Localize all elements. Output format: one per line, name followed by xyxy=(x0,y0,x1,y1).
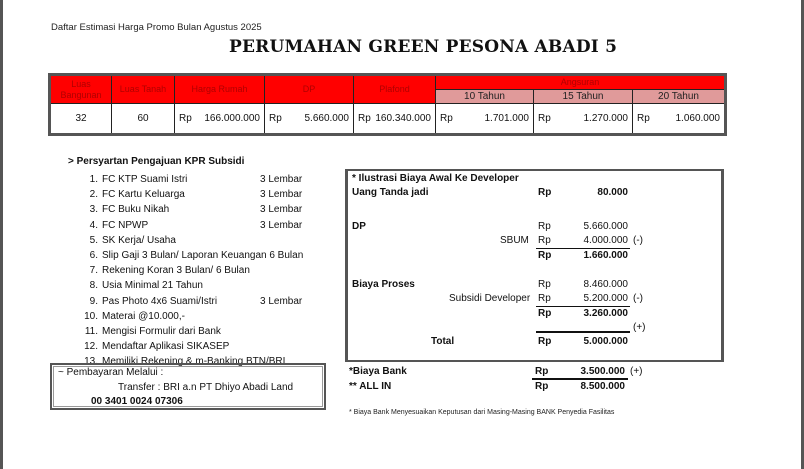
cell-dp xyxy=(265,104,354,135)
table-row xyxy=(50,104,726,135)
cell-angsuran-10 xyxy=(436,104,534,135)
currency-label: Rp xyxy=(538,187,552,198)
col-plafond: Plafond xyxy=(354,75,436,104)
item-number: 12. xyxy=(84,341,98,353)
payment-title: ~ Pembayaran Melalui : xyxy=(58,367,164,378)
amount: 8.500.000 xyxy=(580,381,625,392)
amount: 3.260.000 xyxy=(583,308,628,319)
label: Subsidi Developer xyxy=(449,293,531,304)
item-text: Slip Gaji 3 Bulan/ Laporan Keuangan 6 Bulan xyxy=(102,250,304,262)
label: DP xyxy=(352,221,366,232)
item-quantity: 3 Lembar xyxy=(260,189,303,201)
payment-account-number: 00 3401 0024 07306 xyxy=(91,396,183,407)
item-number: 10. xyxy=(84,310,98,322)
list-item xyxy=(82,218,342,233)
currency-label: Rp xyxy=(637,113,650,124)
currency-label: Rp xyxy=(538,235,551,246)
label: Biaya Proses xyxy=(352,279,415,290)
row-dp xyxy=(348,220,721,234)
item-number: 5. xyxy=(89,234,98,246)
list-item xyxy=(82,263,342,278)
row-total xyxy=(348,335,721,349)
col-tenor-20: 20 Tahun xyxy=(633,90,726,104)
col-harga-rumah: Harga Rumah xyxy=(175,75,265,104)
amount: 8.460.000 xyxy=(583,279,628,290)
label: SBUM xyxy=(500,235,529,246)
currency-label: Rp xyxy=(538,293,551,304)
item-number: 8. xyxy=(89,280,98,292)
currency-label: Rp xyxy=(538,336,552,347)
list-item xyxy=(82,324,342,339)
currency-label: Rp xyxy=(440,113,453,124)
item-text: FC Buku Nikah xyxy=(102,204,170,216)
total-rule xyxy=(536,331,630,333)
col-tenor-15: 15 Tahun xyxy=(534,90,633,104)
item-quantity: 3 Lembar xyxy=(260,204,303,216)
amount: 5.660.000 xyxy=(304,113,349,124)
item-number: 4. xyxy=(89,219,98,231)
list-item xyxy=(82,172,342,187)
item-text: FC Kartu Keluarga xyxy=(102,189,185,201)
amount: 1.270.000 xyxy=(583,113,628,124)
list-item xyxy=(82,294,342,309)
plus-sign: (+) xyxy=(630,366,643,377)
item-text: Mendaftar Aplikasi SIKASEP xyxy=(102,341,230,353)
cost-title: * Ilustrasi Biaya Awal Ke Developer xyxy=(352,173,519,184)
currency-label: Rp xyxy=(358,113,371,124)
payment-box xyxy=(50,363,326,410)
cost-illustration-box xyxy=(345,169,724,362)
currency-label: Rp xyxy=(538,113,551,124)
row-plus xyxy=(348,321,721,335)
row-all-in xyxy=(349,380,729,394)
row-sbum xyxy=(348,234,721,248)
amount: 160.340.000 xyxy=(375,113,431,124)
col-angsuran: Angsuran xyxy=(436,75,726,90)
list-item xyxy=(82,309,342,324)
currency-label: Rp xyxy=(538,250,552,261)
footnote: * Biaya Bank Menyesuaikan Keputusan dari Masing-Masing BANK Penyedia Fasilitas xyxy=(349,409,615,416)
currency-label: Rp xyxy=(269,113,282,124)
currency-label: Rp xyxy=(538,308,552,319)
item-number: 1. xyxy=(89,174,98,186)
item-number: 13. xyxy=(84,356,98,368)
item-text: SK Kerja/ Usaha xyxy=(102,234,176,246)
item-number: 9. xyxy=(89,295,98,307)
row-biaya-proses xyxy=(348,278,721,292)
col-tenor-10: 10 Tahun xyxy=(436,90,534,104)
requirements-list xyxy=(82,172,342,369)
list-item xyxy=(82,187,342,202)
col-dp: DP xyxy=(265,75,354,104)
item-text: Usia Minimal 21 Tahun xyxy=(102,280,203,292)
item-text: Materai @10.000,- xyxy=(102,310,185,322)
item-number: 11. xyxy=(84,325,98,337)
amount: 5.200.000 xyxy=(583,293,628,304)
list-item xyxy=(82,339,342,354)
amount: 4.000.000 xyxy=(583,235,628,246)
item-quantity: 3 Lembar xyxy=(260,295,303,307)
item-number: 6. xyxy=(89,250,98,262)
currency-label: Rp xyxy=(538,279,551,290)
item-text: Rekening Koran 3 Bulan/ 6 Bulan xyxy=(102,265,250,277)
cell-harga-rumah xyxy=(175,104,265,135)
price-table xyxy=(48,73,727,136)
item-quantity: 3 Lembar xyxy=(260,219,303,231)
row-uang-tanda-jadi xyxy=(348,186,721,200)
amount: 5.000.000 xyxy=(583,336,628,347)
label: *Biaya Bank xyxy=(349,366,407,377)
item-text: FC KTP Suami Istri xyxy=(102,174,188,186)
col-luas-bangunan: Luas Bangunan xyxy=(50,75,112,104)
item-number: 2. xyxy=(89,189,98,201)
item-text: FC NPWP xyxy=(102,219,149,231)
item-text: Memiliki Rekening & m-Banking BTN/BRI xyxy=(102,356,286,368)
label: Total xyxy=(431,336,455,347)
page-edge-left xyxy=(0,0,3,469)
item-text: Pas Photo 4x6 Suami/Istri xyxy=(102,295,218,307)
amount: 1.660.000 xyxy=(583,250,628,261)
amount: 3.500.000 xyxy=(580,366,625,377)
item-text: Mengisi Formulir dari Bank xyxy=(102,325,221,337)
currency-label: Rp xyxy=(538,221,551,232)
item-number: 7. xyxy=(89,265,98,277)
amount: 1.701.000 xyxy=(484,113,529,124)
currency-label: Rp xyxy=(179,113,192,124)
row-subsidi-developer xyxy=(348,292,721,306)
item-quantity: 3 Lembar xyxy=(260,174,303,186)
payment-transfer: Transfer : BRI a.n PT Dhiyo Abadi Land xyxy=(118,382,294,393)
amount: 1.060.000 xyxy=(675,113,720,124)
item-number: 3. xyxy=(89,204,98,216)
label: ** ALL IN xyxy=(349,381,392,392)
minus-sign: (-) xyxy=(633,293,643,304)
currency-label: Rp xyxy=(535,381,549,392)
cell-angsuran-15 xyxy=(534,104,633,135)
col-luas-tanah: Luas Tanah xyxy=(112,75,175,104)
currency-label: Rp xyxy=(535,366,549,377)
document-title: PERUMAHAN GREEN PESONA ABADI 5 xyxy=(229,37,618,57)
row-proses-net xyxy=(348,307,721,321)
cell-luas-tanah: 60 xyxy=(112,104,175,135)
list-item xyxy=(82,248,342,263)
requirements-title: > Persyartan Pengajuan KPR Subsidi xyxy=(68,156,245,167)
cell-plafond xyxy=(354,104,436,135)
document-subtitle: Daftar Estimasi Harga Promo Bulan Agustus 2025 xyxy=(51,22,262,33)
label: Uang Tanda jadi xyxy=(352,187,429,198)
list-item xyxy=(82,233,342,248)
minus-sign: (-) xyxy=(633,235,643,246)
cell-angsuran-20 xyxy=(633,104,726,135)
amount: 80.000 xyxy=(597,187,628,198)
amount: 5.660.000 xyxy=(583,221,628,232)
row-biaya-bank xyxy=(349,365,729,379)
cell-luas-bangunan: 32 xyxy=(50,104,112,135)
row-dp-net xyxy=(348,249,721,263)
list-item xyxy=(82,278,342,293)
amount: 166.000.000 xyxy=(204,113,260,124)
list-item xyxy=(82,202,342,217)
plus-sign: (+) xyxy=(633,322,646,333)
